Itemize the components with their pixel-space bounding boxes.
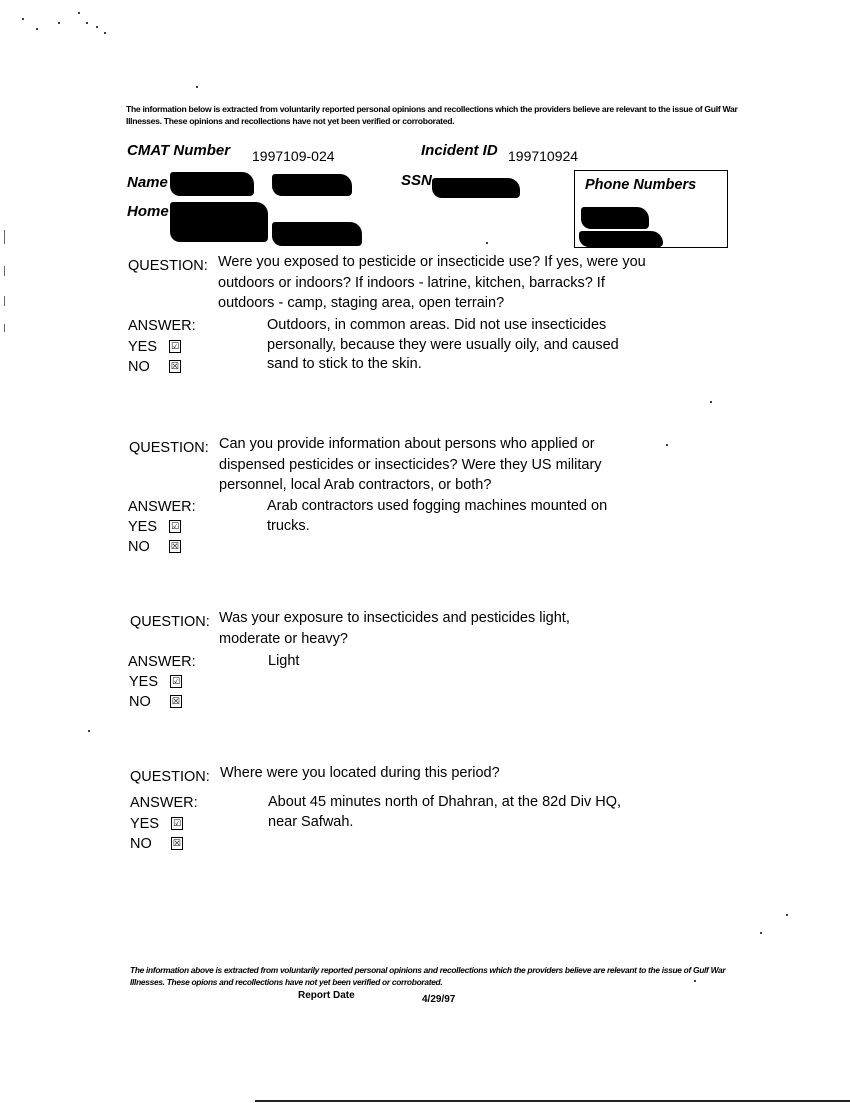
phone-redaction bbox=[579, 231, 663, 247]
scan-speck bbox=[710, 401, 712, 403]
no-checkbox: ☒ bbox=[171, 695, 180, 706]
answer-label: ANSWER: bbox=[130, 795, 198, 811]
no-checkbox: ☒ bbox=[170, 540, 179, 551]
incident-id-label: Incident ID bbox=[421, 142, 498, 159]
scan-speck bbox=[58, 22, 60, 24]
no-checkbox: ☒ bbox=[170, 360, 179, 371]
question-label: QUESTION: bbox=[130, 769, 210, 785]
report-date-value: 4/29/97 bbox=[422, 994, 456, 1005]
answer-text: Light bbox=[268, 653, 300, 669]
phone-numbers-box bbox=[574, 170, 728, 248]
yes-checkbox: ☑ bbox=[172, 817, 182, 828]
yes-label: YES bbox=[128, 339, 158, 355]
scan-edge-mark bbox=[4, 230, 5, 244]
bottom-rule bbox=[255, 1100, 850, 1102]
question-label: QUESTION: bbox=[128, 258, 208, 274]
report-date-label: Report Date bbox=[298, 990, 355, 1001]
name-redaction bbox=[272, 174, 352, 196]
no-option bbox=[130, 836, 183, 852]
scan-edge-mark bbox=[4, 266, 5, 276]
yes-checkbox: ☑ bbox=[171, 675, 181, 686]
scan-speck bbox=[486, 242, 488, 244]
phone-numbers-label: Phone Numbers bbox=[585, 177, 697, 193]
scan-speck bbox=[78, 12, 80, 14]
cmat-number-label: CMAT Number bbox=[127, 142, 231, 159]
scan-speck bbox=[96, 26, 98, 28]
scan-speck bbox=[760, 932, 762, 934]
question-text: Can you provide information about persons who applied or dispensed pesticides or insecticides? Were they US military personnel, local Arab contractors, or both? bbox=[219, 436, 602, 493]
scan-speck bbox=[22, 18, 24, 20]
no-option bbox=[129, 694, 182, 710]
home-redaction bbox=[272, 222, 362, 246]
answer-text: Outdoors, in common areas. Did not use insecticides personally, because they were usually oily, and caused sand to stick to the skin. bbox=[267, 317, 619, 372]
no-option bbox=[128, 359, 181, 375]
scan-speck bbox=[104, 32, 106, 34]
yes-checkbox: ☑ bbox=[170, 520, 180, 531]
question-text: Were you exposed to pesticide or insecticide use? If yes, were you outdoors or indoors? If indoors - latrine, kitchen, barracks? If outdoors - camp, staging area, open terrain? bbox=[218, 254, 646, 311]
answer-label: ANSWER: bbox=[128, 654, 196, 670]
disclaimer-top: The information below is extracted from voluntarily reported personal opinions and recollections which the providers believe are relevant to the issue of Gulf War Illnesses. These opinions and recollections have not yet been verified or corroborated. bbox=[126, 104, 738, 126]
question-text: Was your exposure to insecticides and pesticides light, moderate or heavy? bbox=[219, 610, 570, 647]
no-checkbox: ☒ bbox=[172, 837, 181, 848]
no-label: NO bbox=[128, 359, 150, 375]
answer-label: ANSWER: bbox=[128, 318, 196, 334]
scan-speck bbox=[88, 730, 90, 732]
no-label: NO bbox=[130, 836, 152, 852]
yes-checkbox: ☑ bbox=[170, 340, 180, 351]
yes-label: YES bbox=[128, 519, 158, 535]
home-label: Home bbox=[127, 203, 169, 220]
yes-option bbox=[128, 339, 181, 355]
scan-speck bbox=[196, 86, 198, 88]
yes-option bbox=[130, 816, 183, 832]
answer-text: About 45 minutes north of Dhahran, at the 82d Div HQ, near Safwah. bbox=[268, 794, 622, 830]
answer-text: Arab contractors used fogging machines mounted on trucks. bbox=[267, 498, 608, 534]
answer-label: ANSWER: bbox=[128, 499, 196, 515]
yes-option bbox=[129, 674, 182, 690]
home-redaction bbox=[170, 202, 268, 242]
scan-speck bbox=[666, 444, 668, 446]
scan-speck bbox=[86, 22, 88, 24]
question-text: Where were you located during this period? bbox=[220, 765, 500, 781]
phone-redaction bbox=[581, 207, 649, 229]
no-label: NO bbox=[129, 694, 151, 710]
scan-speck bbox=[786, 914, 788, 916]
name-label: Name bbox=[127, 174, 168, 191]
yes-label: YES bbox=[129, 674, 159, 690]
yes-option bbox=[128, 519, 181, 535]
question-label: QUESTION: bbox=[129, 440, 209, 456]
yes-label: YES bbox=[130, 816, 160, 832]
cmat-number-value: 1997109-024 bbox=[252, 148, 335, 164]
scan-speck bbox=[36, 28, 38, 30]
scan-edge-mark bbox=[4, 324, 5, 332]
name-redaction bbox=[170, 172, 254, 196]
no-option bbox=[128, 539, 181, 555]
no-label: NO bbox=[128, 539, 150, 555]
scan-edge-mark bbox=[4, 296, 5, 306]
ssn-label: SSN bbox=[401, 172, 432, 189]
ssn-redaction bbox=[432, 178, 520, 198]
incident-id-value: 199710924 bbox=[508, 148, 579, 164]
disclaimer-bottom: The information above is extracted from voluntarily reported personal opinions and recollections which the providers believe are relevant to the issue of Gulf War Illnesses. These opions and recollections have not yet been verified or corroborated. bbox=[130, 965, 726, 987]
question-label: QUESTION: bbox=[130, 614, 210, 630]
